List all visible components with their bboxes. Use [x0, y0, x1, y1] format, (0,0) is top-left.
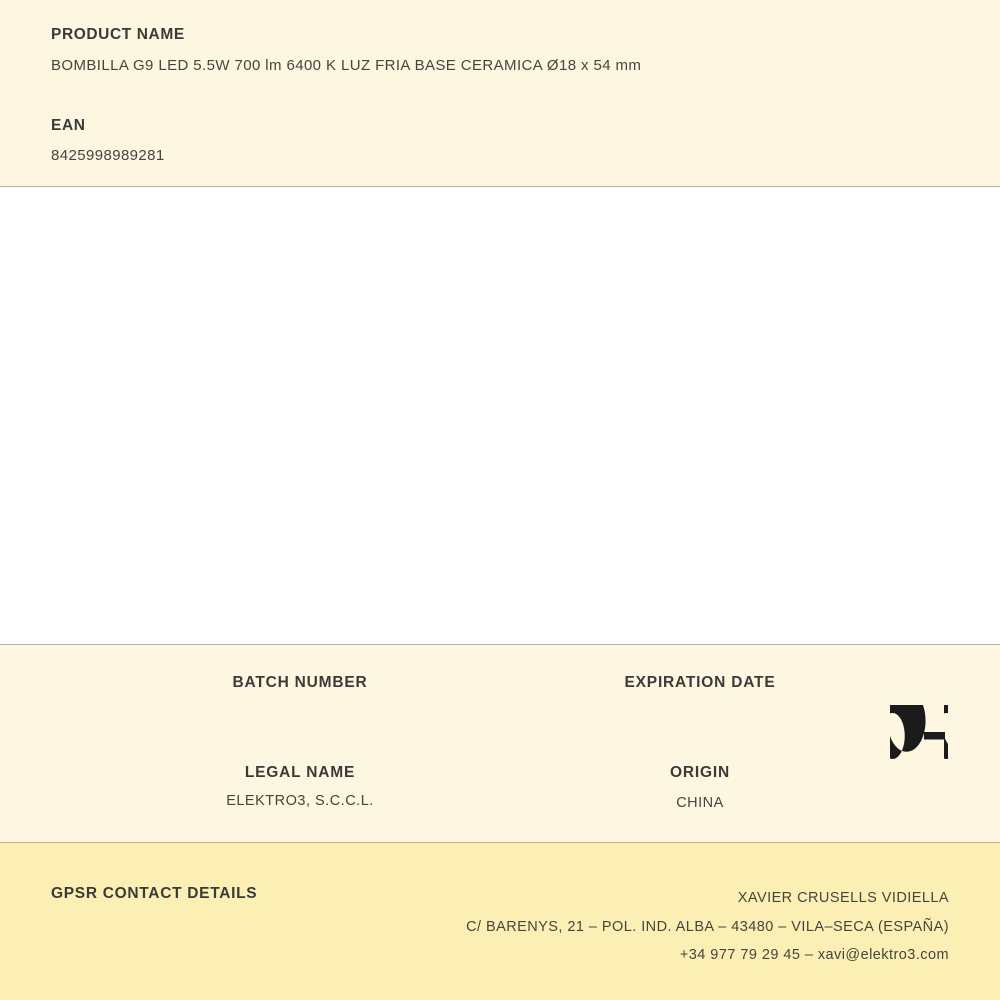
batch-number-label: BATCH NUMBER [232, 674, 368, 691]
gpsr-contact-name: XAVIER CRUSELLS VIDIELLA [737, 890, 949, 906]
origin-label: ORIGIN [670, 764, 730, 781]
expiration-date-label: EXPIRATION DATE [624, 674, 776, 691]
blank-content-area [0, 187, 1000, 645]
batch-origin-block [0, 645, 1000, 843]
legal-name-label: LEGAL NAME [244, 764, 356, 781]
origin-value: CHINA [676, 795, 724, 811]
ean-value: 8425998989281 [51, 147, 165, 164]
product-info-block [0, 0, 1000, 187]
product-name-value: BOMBILLA G9 LED 5.5W 700 lm 6400 K LUZ FRIA BASE CERAMICA Ø18 x 54 mm [51, 57, 642, 74]
product-name-label: PRODUCT NAME [51, 26, 185, 43]
ce-mark-icon [852, 705, 948, 767]
gpsr-contact-block [0, 843, 1000, 1000]
ean-label: EAN [51, 117, 86, 134]
gpsr-contact-address: C/ BARENYS, 21 – POL. IND. ALBA – 43480 – VILA–SECA (ESPAÑA) [466, 918, 949, 935]
legal-name-value: ELEKTRO3, S.C.C.L. [226, 793, 374, 809]
gpsr-contact-details [466, 884, 949, 970]
gpsr-contact-phone-email: +34 977 79 29 45 – xavi@elektro3.com [679, 947, 949, 963]
gpsr-contact-label: GPSR CONTACT DETAILS [51, 885, 258, 902]
